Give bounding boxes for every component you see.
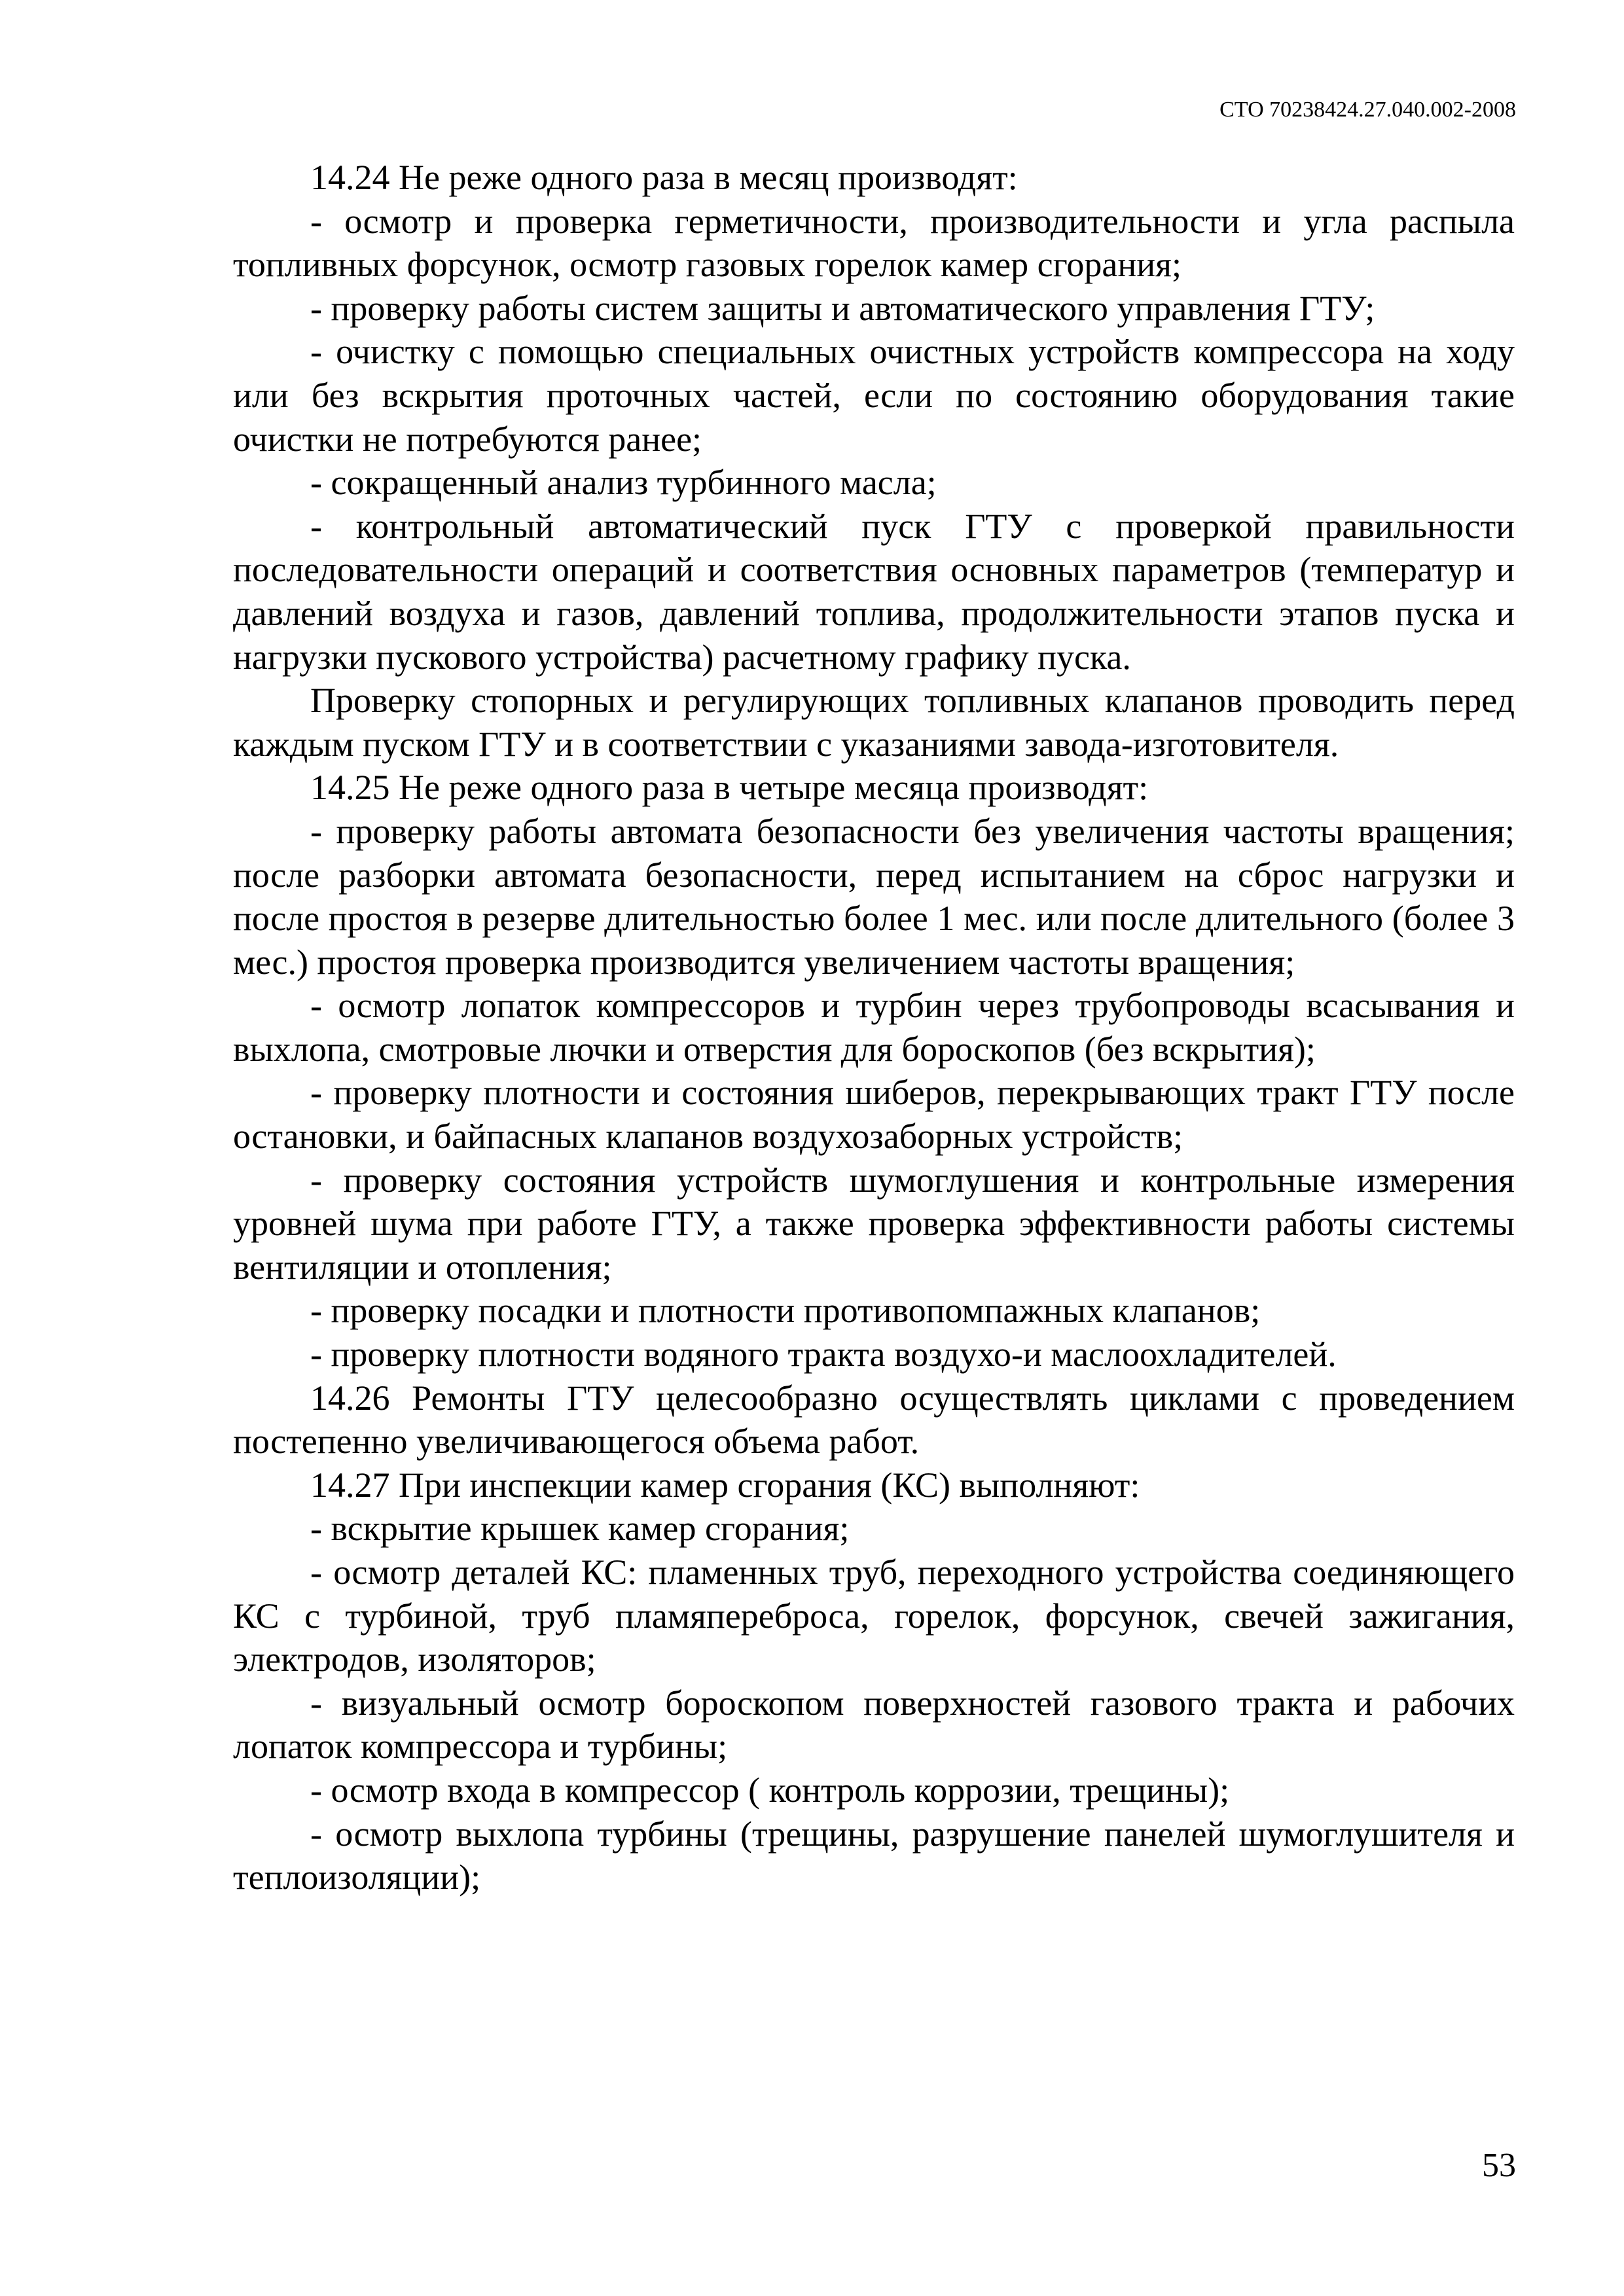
page-number: 53 — [1482, 2147, 1516, 2184]
list-item: - осмотр и проверка герметичности, производительности и угла распыла топливных форсунок, осмотр газовых горелок камер сгорания; — [233, 201, 1515, 285]
list-item: - проверку плотности и состояния шиберов, перекрывающих тракт ГТУ после остановки, и байпасных клапанов воздухозаборных устройств; — [233, 1073, 1515, 1157]
list-item: - проверку работы систем защиты и автоматического управления ГТУ; — [310, 288, 1375, 328]
document-code-header: СТО 70238424.27.040.002-2008 — [1219, 98, 1516, 122]
list-item: - проверку состояния устройств шумоглушения и контрольные измерения уровней шума при работе ГТУ, а также проверка эффективности работы системы вентиляции и отопления; — [233, 1160, 1515, 1287]
list-item: - осмотр входа в компрессор ( контроль коррозии, трещины); — [310, 1770, 1230, 1810]
document-body — [233, 156, 1515, 1899]
list-item: - осмотр лопаток компрессоров и турбин через трубопроводы всасывания и выхлопа, смотровые лючки и отверстия для бороскопов (без вскрытия); — [233, 986, 1515, 1069]
clause-14-26: 14.26 Ремонты ГТУ целесообразно осуществлять циклами с проведением постепенно увеличивающегося объема работ. — [233, 1378, 1515, 1462]
list-item: - сокращенный анализ турбинного масла; — [310, 463, 937, 503]
list-item: - контрольный автоматический пуск ГТУ с проверкой правильности последовательности операций и соответствия основных параметров (температур и давлений воздуха и газов, давлений топлива, продолжительности этапов пуска и нагрузки пускового устройства) расчетному графику пуска. — [233, 506, 1515, 677]
clause-14-24-heading: 14.24 Не реже одного раза в месяц производят: — [310, 158, 1018, 197]
list-item: - осмотр деталей КС: пламенных труб, переходного устройства соединяющего КС с турбиной, труб пламяпереброса, горелок, форсунок, свечей зажигания, электродов, изоляторов; — [233, 1552, 1515, 1679]
list-item: - визуальный осмотр бороскопом поверхностей газового тракта и рабочих лопаток компрессора и турбины; — [233, 1683, 1515, 1767]
list-item: - очистку с помощью специальных очистных устройств компрессора на ходу или без вскрытия проточных частей, если по состоянию оборудования такие очистки не потребуются ранее; — [233, 332, 1515, 459]
list-item: - проверку плотности водяного тракта воздухо-и маслоохладителей. — [310, 1335, 1337, 1374]
list-item: - вскрытие крышек камер сгорания; — [310, 1509, 850, 1549]
clause-14-27-heading: 14.27 При инспекции камер сгорания (КС) выполняют: — [310, 1465, 1140, 1505]
list-item: - осмотр выхлопа турбины (трещины, разрушение панелей шумоглушителя и теплоизоляции); — [233, 1814, 1515, 1897]
list-item: - проверку посадки и плотности противопомпажных клапанов; — [310, 1291, 1261, 1331]
list-item: - проверку работы автомата безопасности без увеличения частоты вращения; после разборки автомата безопасности, перед испытанием на сброс нагрузки и после простоя в резерве длительностью более 1 мес. или после длительного (более 3 мес.) простоя проверка производится увеличением частоты вращения; — [233, 811, 1515, 982]
body-paragraph: Проверку стопорных и регулирующих топливных клапанов проводить перед каждым пуском ГТУ и в соответствии с указаниями завода-изготовителя. — [233, 681, 1515, 764]
clause-14-25-heading: 14.25 Не реже одного раза в четыре месяца производят: — [310, 768, 1149, 808]
